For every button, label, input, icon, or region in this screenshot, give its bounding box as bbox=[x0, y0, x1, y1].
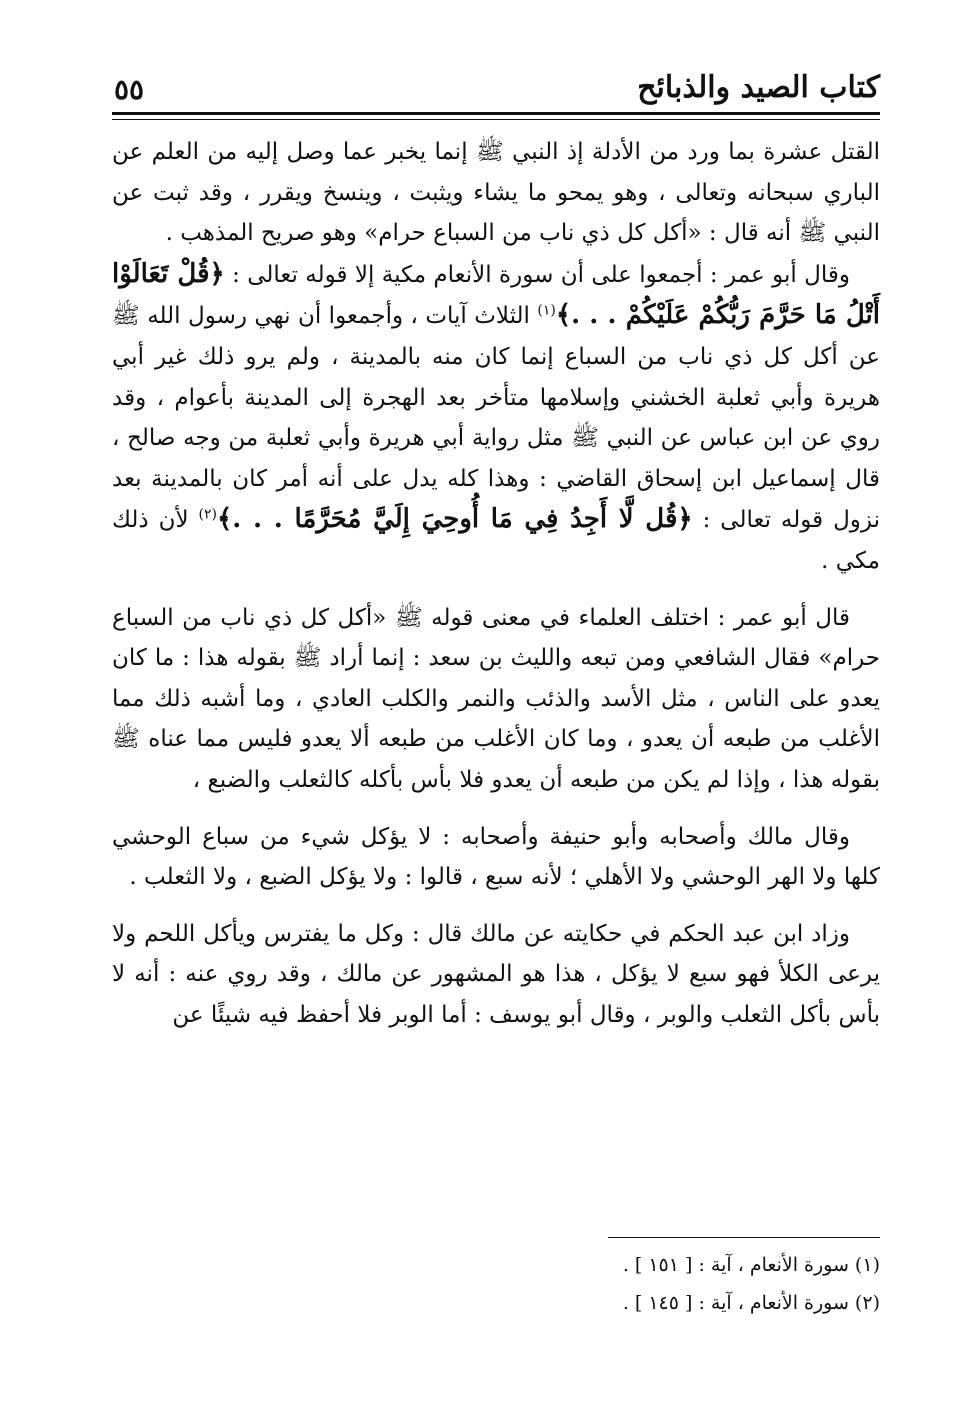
paragraph-5 bbox=[112, 914, 880, 1036]
paragraph-text: الثلاث آيات ، وأجمعوا أن نهي رسول الله ﷺ عن أكل كل ذي ناب من السباع إنما كان منه بالمدينة ، ولم يرو ذلك غير أبي هريرة وأبي ثعلبة الخشني وإسلامها متأخر بعد الهجرة إلى المدينة بأعوام ، وقد روي عن ابن عباس عن النبي ﷺ مثل رواية أبي هريرة وأبي ثعلبة من وجه صالح ، قال إسماعيل ابن إسحاق القاضي : وهذا كله يدل على أنه أمر كان بالمدينة بعد نزول قوله تعالى : bbox=[112, 303, 880, 534]
quran-verse: ﴿قُلْ تَعَالَوْا أَتْلُ مَا حَرَّمَ رَبُّكُمْ عَلَيْكُمْ . . .﴾ bbox=[112, 258, 880, 331]
header-rule-thin bbox=[112, 119, 880, 120]
page-number: ٥٥ bbox=[114, 73, 145, 106]
header-rule-thick bbox=[112, 112, 880, 115]
main-text bbox=[112, 132, 880, 1035]
paragraph-2 bbox=[112, 254, 880, 582]
quran-verse: ﴿قُل لَّا أَجِدُ فِي مَا أُوحِيَ إِلَيَّ مُحَرَّمًا . . .﴾ bbox=[217, 504, 693, 535]
paragraph-3 bbox=[112, 598, 880, 801]
paragraph-text: لأن ذلك مكي . bbox=[112, 507, 880, 574]
footnote-reference: (٢) bbox=[198, 506, 218, 523]
paragraph-text: وقال أبو عمر : أجمعوا على أن سورة الأنعام مكية إلا قوله تعالى : bbox=[224, 261, 850, 288]
page-header bbox=[112, 62, 880, 112]
paragraph-text: قال أبو عمر : اختلف العلماء في معنى قوله ﷺ «أكل كل ذي ناب من السباع حرام» فقال الشافعي ومن تبعه والليث بن سعد : إنما أراد ﷺ بقوله هذا : ما كان يعدو على الناس ، مثل الأسد والذئب والنمر والكلب العادي ، وما أشبه ذلك مما الأغلب من طبعه أن يعدو ، وما كان الأغلب من طبعه ألا يعدو فليس مما عناه ﷺ بقوله هذا ، وإذا لم يكن من طبعه أن يعدو فلا بأس بأكله كالثعلب والضبع ، bbox=[112, 604, 880, 793]
footnotes bbox=[112, 1246, 880, 1322]
footnote-1: (١) سورة الأنعام ، آية : [ ١٥١ ] . bbox=[622, 1254, 880, 1276]
paragraph-text: وزاد ابن عبد الحكم في حكايته عن مالك قال : وكل ما يفترس ويأكل اللحم ولا يرعى الكلأ فهو سبع لا يؤكل ، هذا هو المشهور عن مالك ، وقد روي عنه : أنه لا بأس بأكل الثعلب والوبر ، وقال أبو يوسف : أما الوبر فلا أحفظ فيه شيئًا عن bbox=[112, 920, 880, 1028]
running-title: كتاب الصيد والذبائح bbox=[637, 70, 880, 105]
footnote-separator bbox=[608, 1237, 880, 1238]
paragraph-text: وقال مالك وأصحابه وأبو حنيفة وأصحابه : لا يؤكل شيء من سباع الوحشي كلها ولا الهر الوحشي ولا الأهلي ؛ لأنه سبع ، قالوا : ولا يؤكل الضبع ، ولا الثعلب . bbox=[112, 823, 880, 891]
paragraph-4 bbox=[112, 817, 880, 898]
footnote-reference: (١) bbox=[537, 302, 556, 319]
paragraph-text: القتل عشرة بما ورد من الأدلة إذ النبي ﷺ إنما يخبر عما وصل إليه من العلم عن الباري سبحانه وتعالى ، وهو يمحو ما يشاء ويثبت ، وينسخ ويقرر ، وقد ثبت عن النبي ﷺ أنه قال : «أكل كل ذي ناب من السباع حرام» وهو صريح المذهب . bbox=[112, 139, 880, 247]
paragraph-1 bbox=[112, 132, 880, 254]
footnote-2: (٢) سورة الأنعام ، آية : [ ١٤٥ ] . bbox=[622, 1292, 880, 1314]
book-page bbox=[112, 0, 880, 1417]
